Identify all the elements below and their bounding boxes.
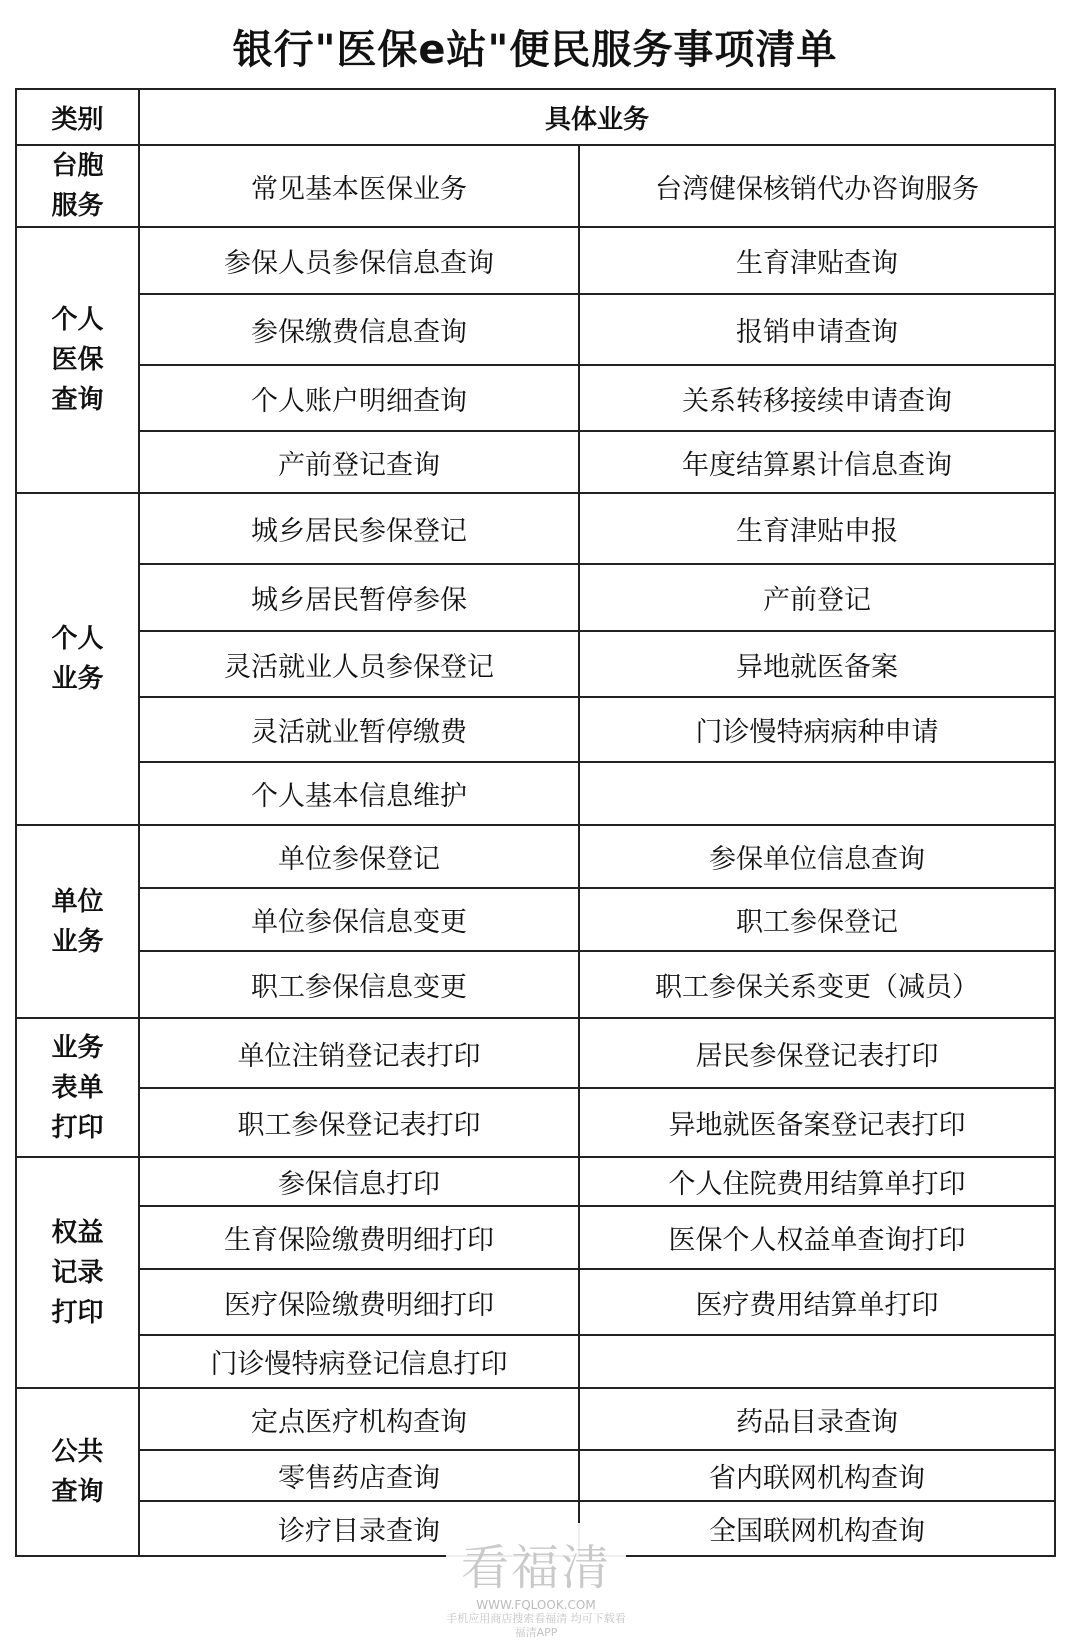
service-item: 产前登记查询 <box>139 431 579 493</box>
service-item: 门诊慢特病病种申请 <box>579 697 1055 762</box>
category-cell <box>16 227 139 493</box>
service-item: 零售药店查询 <box>139 1450 579 1501</box>
category-label: 台胞服务 <box>51 151 104 221</box>
service-item: 省内联网机构查询 <box>579 1450 1055 1501</box>
table-row <box>16 227 1055 294</box>
table-row <box>16 1018 1055 1088</box>
service-item: 常见基本医保业务 <box>139 145 579 227</box>
service-item: 台湾健保核销代办咨询服务 <box>579 145 1055 227</box>
service-item: 灵活就业人员参保登记 <box>139 631 579 697</box>
category-label: 个人业务 <box>51 624 104 694</box>
header-category: 类别 <box>16 89 139 145</box>
service-item: 生育保险缴费明细打印 <box>139 1206 579 1269</box>
service-item: 异地就医备案 <box>579 631 1055 697</box>
table-row <box>16 493 1055 564</box>
category-cell <box>16 825 139 1018</box>
service-item: 全国联网机构查询 <box>579 1501 1055 1556</box>
service-item: 参保人员参保信息查询 <box>139 227 579 294</box>
service-item: 城乡居民暂停参保 <box>139 564 579 631</box>
service-item: 个人基本信息维护 <box>139 762 579 825</box>
service-item: 职工参保关系变更（减员） <box>579 951 1055 1018</box>
service-item: 参保信息打印 <box>139 1157 579 1206</box>
category-cell <box>16 1388 139 1556</box>
watermark <box>446 1523 626 1648</box>
category-label: 业务表单打印 <box>51 1032 104 1143</box>
table-row <box>16 1388 1055 1450</box>
service-item: 居民参保登记表打印 <box>579 1018 1055 1088</box>
table-row <box>16 1335 1055 1388</box>
category-cell <box>16 145 139 227</box>
watermark-tagline: 手机应用商店搜索看福清 均可下载看福清APP <box>446 1612 626 1639</box>
watermark-url: WWW.FQLOOK.COM <box>476 1598 596 1612</box>
table-row <box>16 762 1055 825</box>
category-label: 权益记录打印 <box>51 1217 104 1328</box>
table-row <box>16 631 1055 697</box>
service-item: 参保单位信息查询 <box>579 825 1055 888</box>
table-row <box>16 951 1055 1018</box>
page-title: 银行"医保e站"便民服务事项清单 <box>232 27 838 73</box>
service-item: 年度结算累计信息查询 <box>579 431 1055 493</box>
service-item: 异地就医备案登记表打印 <box>579 1088 1055 1157</box>
category-label: 单位业务 <box>51 886 104 957</box>
service-item: 定点医疗机构查询 <box>139 1388 579 1450</box>
table-row <box>16 825 1055 888</box>
service-item <box>579 1335 1055 1388</box>
service-item <box>579 762 1055 825</box>
table-row <box>16 1269 1055 1335</box>
service-item: 职工参保信息变更 <box>139 951 579 1018</box>
service-item: 报销申请查询 <box>579 294 1055 365</box>
service-item: 灵活就业暂停缴费 <box>139 697 579 762</box>
service-item: 药品目录查询 <box>579 1388 1055 1450</box>
header-business: 具体业务 <box>139 89 1055 145</box>
table-row <box>16 1088 1055 1157</box>
service-item: 生育津贴申报 <box>579 493 1055 564</box>
service-item: 城乡居民参保登记 <box>139 493 579 564</box>
service-item: 门诊慢特病登记信息打印 <box>139 1335 579 1388</box>
service-item: 医保个人权益单查询打印 <box>579 1206 1055 1269</box>
table-header-row <box>16 89 1055 145</box>
table-row <box>16 697 1055 762</box>
table-row <box>16 294 1055 365</box>
table-row <box>16 1157 1055 1206</box>
table-row <box>16 365 1055 431</box>
service-item: 单位参保信息变更 <box>139 888 579 951</box>
service-item: 个人账户明细查询 <box>139 365 579 431</box>
service-item: 诊疗目录查询 <box>139 1501 579 1556</box>
service-item: 单位参保登记 <box>139 825 579 888</box>
category-cell <box>16 493 139 825</box>
category-label: 个人医保查询 <box>51 305 104 415</box>
service-item: 单位注销登记表打印 <box>139 1018 579 1088</box>
service-item: 关系转移接续申请查询 <box>579 365 1055 431</box>
table-row <box>16 1206 1055 1269</box>
service-item: 职工参保登记 <box>579 888 1055 951</box>
table-row <box>16 145 1055 227</box>
table-row <box>16 888 1055 951</box>
service-item: 职工参保登记表打印 <box>139 1088 579 1157</box>
category-cell <box>16 1018 139 1157</box>
table-row <box>16 1450 1055 1501</box>
service-item: 产前登记 <box>579 564 1055 631</box>
watermark-logo: 看福清 <box>460 1540 611 1596</box>
service-item: 个人住院费用结算单打印 <box>579 1157 1055 1206</box>
service-item: 医疗费用结算单打印 <box>579 1269 1055 1335</box>
category-label: 公共查询 <box>51 1437 104 1507</box>
category-cell <box>16 1157 139 1388</box>
service-item: 医疗保险缴费明细打印 <box>139 1269 579 1335</box>
table-row <box>16 431 1055 493</box>
service-table <box>15 88 1056 1557</box>
service-item: 参保缴费信息查询 <box>139 294 579 365</box>
table-row <box>16 564 1055 631</box>
service-item: 生育津贴查询 <box>579 227 1055 294</box>
